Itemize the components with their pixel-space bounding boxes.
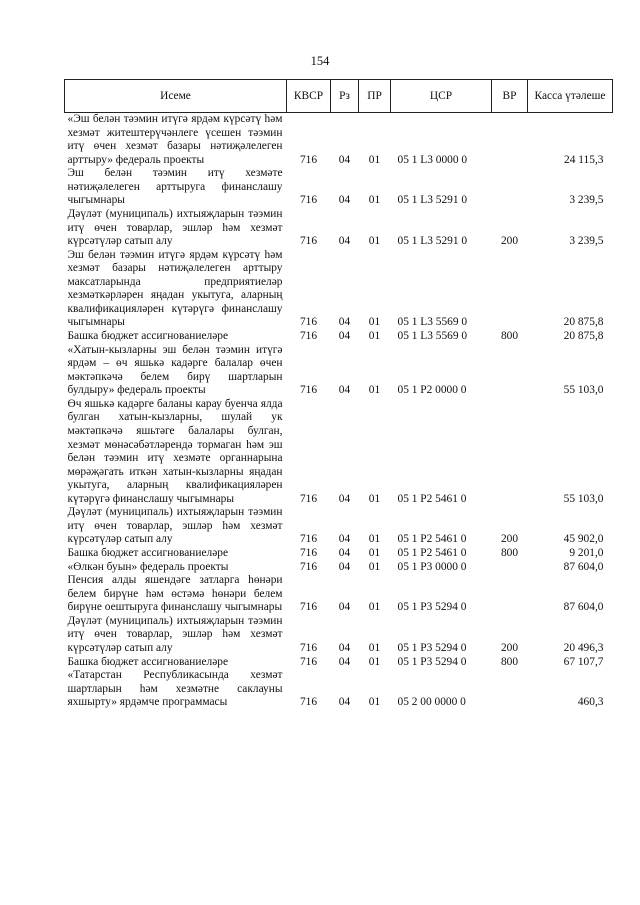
- row-kassa: 3 239,5: [569, 235, 604, 248]
- row-rz: 04: [338, 533, 351, 546]
- table-row: [65, 398, 613, 507]
- page-number: 154: [310, 54, 330, 68]
- row-csr: 05 1 L3 5291 0: [397, 235, 468, 248]
- row-kassa: 3 239,5: [569, 194, 604, 207]
- row-rz: 04: [338, 235, 351, 248]
- row-csr: 05 1 L3 0000 0: [397, 153, 468, 166]
- table-row: [65, 249, 613, 330]
- table-header-row: [65, 80, 613, 113]
- row-kassa: 24 115,3: [564, 153, 604, 166]
- row-kassa: 20 875,8: [563, 316, 604, 329]
- table-row: [65, 506, 613, 547]
- budget-table: [64, 79, 613, 710]
- row-name: Эш белән тәэмин итүгә ярдәм күрсәтү һәм хезмәт базары нәтиҗәлелеген арттыру максатларында предприятиеләр хезмәткәрләрен яңадан укытуга, аларның квалификацияләрен күтәрүгә финанслашу чыгымнары: [67, 248, 283, 329]
- row-kvsr: 716: [299, 547, 318, 559]
- row-rz: 04: [338, 560, 351, 573]
- row-pr: 01: [368, 316, 381, 329]
- header-kvsr: КВСР: [287, 80, 331, 113]
- row-vr: 800: [500, 330, 519, 342]
- row-name: Дәүләт (муниципаль) ихтыяҗларын тәэмин итү өчен товарлар, эшләр һәм хезмәт күрсәтүләр сатып алу: [67, 614, 283, 654]
- table-row: [65, 167, 613, 208]
- row-vr: 200: [500, 235, 519, 248]
- row-vr: [492, 574, 528, 615]
- row-vr: [492, 167, 528, 208]
- row-kvsr: 716: [299, 384, 318, 397]
- row-csr: 05 1 L3 5291 0: [397, 194, 468, 207]
- row-kvsr: 716: [299, 153, 318, 166]
- row-csr: 05 1 P2 5461 0: [397, 533, 467, 546]
- row-csr: 05 1 L3 5569 0: [397, 316, 468, 329]
- row-pr: 01: [368, 560, 381, 573]
- row-rz: 04: [338, 696, 351, 709]
- header-kassa: Касса үтәлеше: [528, 80, 613, 113]
- row-name: Пенсия алды яшендәге затларга һөнәри белем бирүне һәм өстәмә һөнәри белем бирүне оештыруга финанслашу чыгымнары: [67, 574, 283, 614]
- row-kvsr: 716: [299, 655, 318, 668]
- row-pr: 01: [368, 601, 381, 614]
- row-rz: 04: [338, 492, 351, 505]
- row-kassa: 9 201,0: [569, 547, 604, 559]
- row-rz: 04: [338, 655, 351, 668]
- row-name: Өч яшькә кадәрге баланы карау буенча ялда булган хатын-кызларны, шулай ук мәктәпкәчә яшьтәге балалары булган, хезмәт мөнәсәбәтләрендә тормаган һәм эш белән тәэмин итү хезмәте органнарына мөрәҗәгать иткән хатын-кызларны яңадан укытуга, аларның квалификацияләрен күтәрүгә финанслашу чыгымнары: [67, 397, 283, 505]
- table-row: [65, 344, 613, 398]
- header-vr: ВР: [492, 80, 528, 113]
- row-vr: [492, 669, 528, 710]
- row-vr: 200: [500, 641, 519, 654]
- row-vr: [492, 344, 528, 398]
- row-vr: [492, 113, 528, 168]
- header-rz: Рз: [331, 80, 359, 113]
- table-row: [65, 615, 613, 656]
- row-kvsr: 716: [299, 316, 318, 329]
- row-csr: 05 1 P3 5294 0: [397, 641, 467, 654]
- row-kvsr: 716: [299, 194, 318, 207]
- row-kvsr: 716: [299, 696, 318, 709]
- row-csr: 05 1 P2 5461 0: [397, 492, 467, 505]
- row-pr: 01: [368, 235, 381, 248]
- row-pr: 01: [368, 547, 381, 559]
- row-csr: 05 2 00 0000 0: [397, 696, 466, 709]
- header-pr: ПР: [359, 80, 391, 113]
- row-csr: 05 1 P2 5461 0: [397, 547, 467, 559]
- row-pr: 01: [368, 641, 381, 654]
- row-pr: 01: [368, 194, 381, 207]
- row-kassa: 55 103,0: [563, 384, 604, 397]
- row-name: Дәүләт (муниципаль) ихтыяҗларын тәэмин итү өчен товарлар, эшләр һәм хезмәт күрсәтүләр сатып алу: [67, 207, 283, 248]
- header-csr: ЦСР: [391, 80, 492, 113]
- row-rz: 04: [338, 641, 351, 654]
- row-pr: 01: [368, 330, 381, 342]
- row-rz: 04: [338, 316, 351, 329]
- row-vr: 800: [500, 547, 519, 559]
- row-kassa: 460,3: [577, 696, 604, 709]
- row-kassa: 45 902,0: [563, 533, 604, 546]
- row-name: Башка бюджет ассигнованиеләре: [67, 547, 229, 559]
- row-kvsr: 716: [299, 641, 318, 654]
- table-row: [65, 669, 613, 710]
- row-vr: [492, 561, 528, 575]
- row-rz: 04: [338, 330, 351, 342]
- row-csr: 05 1 L3 5569 0: [397, 330, 468, 342]
- row-kassa: 20 496,3: [563, 641, 604, 654]
- row-kassa: 20 875,8: [563, 330, 604, 342]
- row-name: «Эш белән тәэмин итүгә ярдәм күрсәтү һәм хезмәт житештерүчәнлеге үсешен тәэмин итү өчен хезмәт базары нәтиҗәлелеген арттыру» федераль проекты: [67, 113, 283, 166]
- row-name: «Өлкән буын» федераль проекты: [67, 560, 229, 573]
- row-name: Башка бюджет ассигнованиеләре: [67, 655, 229, 668]
- table-row: [65, 547, 613, 561]
- row-pr: 01: [368, 533, 381, 546]
- row-vr: 200: [500, 533, 519, 546]
- row-pr: 01: [368, 696, 381, 709]
- table-row: [65, 561, 613, 575]
- table-row: [65, 113, 613, 168]
- row-name: «Хатын-кызларны эш белән тәэмин итүгә ярдәм – өч яшькә кадәрге балалар өчен мәктәпкәчә белем бирү шартларын булдыру» федераль проекты: [67, 343, 283, 397]
- row-kassa: 87 604,0: [563, 601, 604, 614]
- table-row: [65, 330, 613, 344]
- row-rz: 04: [338, 194, 351, 207]
- row-csr: 05 1 P2 0000 0: [397, 384, 467, 397]
- header-name: Исеме: [65, 80, 287, 113]
- table-row: [65, 656, 613, 670]
- table-row: [65, 574, 613, 615]
- row-name: Эш белән тәэмин итү хезмәте нәтиҗәлелеген арттыруга финанслашу чыгымнары: [67, 167, 283, 207]
- row-pr: 01: [368, 492, 381, 505]
- row-rz: 04: [338, 153, 351, 166]
- table-row: [65, 208, 613, 249]
- row-kvsr: 716: [299, 235, 318, 248]
- row-vr: [492, 249, 528, 330]
- row-pr: 01: [368, 655, 381, 668]
- row-kassa: 87 604,0: [563, 560, 604, 573]
- row-csr: 05 1 P3 5294 0: [397, 655, 467, 668]
- row-pr: 01: [368, 153, 381, 166]
- row-csr: 05 1 P3 5294 0: [397, 601, 467, 614]
- row-name: «Татарстан Республикасында хезмәт шартларын һәм хезмәтне саклауны яхшырту» ярдәмче программасы: [67, 669, 283, 709]
- row-kvsr: 716: [299, 533, 318, 546]
- row-vr: 800: [500, 655, 519, 668]
- row-pr: 01: [368, 384, 381, 397]
- row-vr: [492, 398, 528, 507]
- row-rz: 04: [338, 547, 351, 559]
- row-kvsr: 716: [299, 330, 318, 342]
- row-kvsr: 716: [299, 492, 318, 505]
- row-rz: 04: [338, 601, 351, 614]
- row-name: Дәүләт (муниципаль) ихтыяҗларын тәэмин итү өчен товарлар, эшләр һәм хезмәт күрсәтүләр сатып алу: [67, 506, 283, 546]
- row-kvsr: 716: [299, 601, 318, 614]
- row-kassa: 55 103,0: [563, 492, 604, 505]
- row-csr: 05 1 P3 0000 0: [397, 560, 467, 573]
- row-kvsr: 716: [299, 560, 318, 573]
- row-name: Башка бюджет ассигнованиеләре: [67, 330, 229, 342]
- row-rz: 04: [338, 384, 351, 397]
- row-kassa: 67 107,7: [563, 655, 604, 668]
